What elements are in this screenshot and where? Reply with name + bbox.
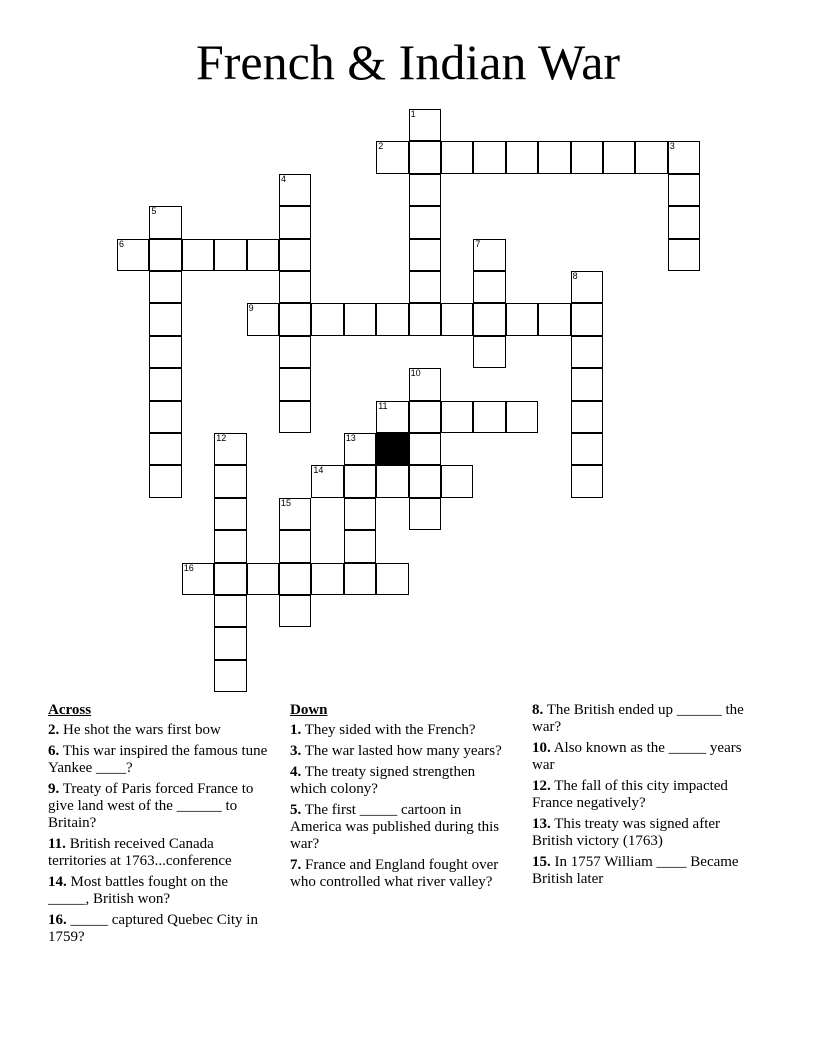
clue-number: 10.	[532, 740, 551, 756]
clue-number: 14.	[48, 874, 67, 890]
down-clues-continued	[532, 702, 764, 892]
grid-cell[interactable]	[506, 401, 538, 433]
down-clues	[290, 702, 512, 895]
down-clue-5	[290, 802, 512, 853]
grid-cell[interactable]	[279, 174, 311, 206]
down-clue-13	[532, 816, 764, 850]
grid-cell[interactable]	[344, 303, 376, 335]
grid-cell[interactable]	[409, 368, 441, 400]
clue-text: This war inspired the famous tune Yankee ____?	[48, 743, 268, 776]
clue-number: 4.	[290, 764, 302, 780]
grid-cell[interactable]	[409, 109, 441, 141]
clue-number-label: 9	[248, 303, 254, 314]
clue-number-label: 13	[345, 433, 356, 443]
across-clues	[48, 702, 270, 950]
grid-cell[interactable]	[279, 401, 311, 433]
grid-cell[interactable]	[409, 433, 441, 465]
clue-number-label: 7	[475, 238, 481, 249]
clue-text: Treaty of Paris forced France to give land west of the ______ to Britain?	[48, 781, 254, 831]
grid-cell[interactable]	[538, 303, 570, 335]
clue-number: 3.	[290, 743, 302, 759]
clue-text: This treaty was signed after British victory (1763)	[532, 816, 721, 849]
grid-cell[interactable]	[506, 303, 538, 335]
across-clue-2	[48, 722, 270, 739]
down-clue-12	[532, 778, 764, 812]
grid-cell[interactable]	[441, 303, 473, 335]
grid-cell[interactable]	[571, 465, 603, 497]
grid-cell[interactable]	[603, 141, 635, 173]
down-clue-4	[290, 764, 512, 798]
down-clue-1	[290, 722, 512, 739]
grid-cell[interactable]	[376, 563, 408, 595]
grid-cell[interactable]	[247, 303, 279, 335]
grid-cell[interactable]	[571, 271, 603, 303]
clue-number: 12.	[532, 778, 551, 794]
grid-cell[interactable]	[311, 303, 343, 335]
grid-cell[interactable]	[149, 465, 181, 497]
grid-cell[interactable]	[149, 401, 181, 433]
clue-number: 8.	[532, 702, 544, 718]
grid-cell[interactable]	[182, 239, 214, 271]
clue-number: 11.	[48, 836, 66, 852]
clue-number-label: 15	[281, 497, 292, 508]
grid-cell[interactable]	[376, 141, 408, 173]
grid-cell[interactable]	[409, 271, 441, 303]
grid-cell[interactable]	[376, 303, 408, 335]
clue-text: _____ captured Quebec City in 1759?	[48, 912, 258, 945]
grid-cell[interactable]	[214, 627, 246, 659]
clue-number: 2.	[48, 722, 60, 738]
clue-number: 16.	[48, 912, 67, 928]
grid-cell[interactable]	[279, 271, 311, 303]
clue-text: Also known as the _____ years war	[532, 740, 742, 773]
grid-cell[interactable]	[279, 498, 311, 530]
grid-cell[interactable]	[409, 303, 441, 335]
grid-cell[interactable]	[409, 141, 441, 173]
grid-cell[interactable]	[279, 563, 311, 595]
grid-cell[interactable]	[214, 498, 246, 530]
grid-cell[interactable]	[247, 563, 279, 595]
clue-text: In 1757 William ____ Became British later	[532, 854, 739, 887]
clue-text: The first _____ cartoon in America was published during this war?	[290, 802, 500, 852]
clue-number-label: 8	[572, 271, 578, 281]
grid-cell[interactable]	[279, 336, 311, 368]
grid-cell[interactable]	[473, 401, 505, 433]
grid-cell[interactable]	[538, 141, 570, 173]
grid-cell[interactable]	[344, 530, 376, 562]
grid-cell[interactable]	[214, 465, 246, 497]
grid-cell[interactable]	[571, 401, 603, 433]
grid-cell[interactable]	[376, 465, 408, 497]
grid-cell[interactable]	[311, 563, 343, 595]
clue-text: The fall of this city impacted France negatively?	[532, 778, 728, 811]
across-heading: Across	[48, 702, 92, 718]
grid-cell[interactable]	[214, 595, 246, 627]
across-clue-9	[48, 781, 270, 832]
clue-number: 13.	[532, 816, 551, 832]
grid-cell[interactable]	[279, 303, 311, 335]
grid-cell[interactable]	[473, 239, 505, 271]
down-clue-10	[532, 740, 764, 774]
across-clue-6	[48, 743, 270, 777]
grid-cell[interactable]	[473, 271, 505, 303]
grid-cell[interactable]	[247, 239, 279, 271]
grid-cell[interactable]	[668, 174, 700, 206]
grid-cell[interactable]	[506, 141, 538, 173]
grid-cell[interactable]	[344, 498, 376, 530]
grid-cell[interactable]	[344, 465, 376, 497]
grid-cell[interactable]	[409, 401, 441, 433]
down-clue-3	[290, 743, 512, 760]
grid-cell[interactable]	[571, 141, 603, 173]
grid-cell[interactable]	[376, 401, 408, 433]
grid-cell[interactable]	[473, 336, 505, 368]
clue-text: He shot the wars first bow	[63, 722, 221, 738]
clue-text: The treaty signed strengthen which colony?	[290, 764, 476, 797]
clue-text: The war lasted how many years?	[304, 743, 502, 759]
grid-cell[interactable]	[182, 563, 214, 595]
across-clue-14	[48, 874, 270, 908]
grid-cell[interactable]	[409, 239, 441, 271]
grid-cell[interactable]	[668, 239, 700, 271]
grid-cell[interactable]	[279, 530, 311, 562]
grid-cell[interactable]	[117, 239, 149, 271]
grid-cell[interactable]	[214, 660, 246, 692]
grid-cell[interactable]	[149, 206, 181, 238]
grid-cell[interactable]	[279, 206, 311, 238]
grid-cell[interactable]	[214, 530, 246, 562]
clue-number-label: 3	[669, 141, 675, 152]
grid-cell[interactable]	[409, 498, 441, 530]
clue-number-label: 5	[151, 206, 157, 217]
grid-cell[interactable]	[279, 368, 311, 400]
grid-cell[interactable]	[473, 303, 505, 335]
clue-number-label: 2	[378, 141, 384, 152]
down-heading: Down	[290, 702, 328, 718]
clue-text: They sided with the French?	[304, 722, 476, 738]
clue-text: British received Canada territories at 1763...conference	[48, 836, 232, 869]
grid-cell[interactable]	[473, 141, 505, 173]
clue-number: 7.	[290, 857, 302, 873]
clue-number-label: 16	[183, 562, 194, 573]
grid-cell[interactable]	[668, 141, 700, 173]
grid-cell[interactable]	[344, 433, 376, 465]
across-clue-11	[48, 836, 270, 870]
grid-cell[interactable]	[409, 465, 441, 497]
down-clue-8	[532, 702, 764, 736]
grid-cell[interactable]	[571, 368, 603, 400]
clue-text: Most battles fought on the _____, British won?	[48, 874, 228, 907]
blocked-cell	[376, 433, 408, 465]
grid-cell[interactable]	[149, 368, 181, 400]
clue-number: 9.	[48, 781, 60, 797]
grid-cell[interactable]	[409, 206, 441, 238]
grid-cell[interactable]	[668, 206, 700, 238]
grid-cell[interactable]	[344, 563, 376, 595]
grid-cell[interactable]	[311, 465, 343, 497]
grid-cell[interactable]	[214, 433, 246, 465]
grid-cell[interactable]	[214, 239, 246, 271]
grid-cell[interactable]	[149, 271, 181, 303]
grid-cell[interactable]	[571, 336, 603, 368]
page-title: French & Indian War	[195, 34, 621, 90]
clue-text: France and England fought over who controlled what river valley?	[290, 857, 499, 890]
clue-number-label: 4	[281, 173, 287, 184]
clue-number: 1.	[290, 722, 302, 738]
grid-cell[interactable]	[441, 465, 473, 497]
clue-number: 5.	[290, 802, 302, 818]
grid-cell[interactable]	[571, 433, 603, 465]
across-clue-16	[48, 912, 270, 946]
down-clue-7	[290, 857, 512, 891]
grid-cell[interactable]	[571, 303, 603, 335]
clue-number-label: 12	[216, 433, 227, 443]
clue-number-label: 1	[410, 109, 416, 119]
clue-number: 6.	[48, 743, 60, 759]
grid-cell[interactable]	[279, 239, 311, 271]
clue-text: The British ended up ______ the war?	[532, 702, 744, 735]
clue-number: 15.	[532, 854, 551, 870]
grid-cell[interactable]	[149, 336, 181, 368]
clue-number-label: 6	[119, 238, 125, 249]
grid-cell[interactable]	[441, 401, 473, 433]
grid-cell[interactable]	[214, 563, 246, 595]
grid-cell[interactable]	[149, 433, 181, 465]
grid-cell[interactable]	[149, 239, 181, 271]
grid-cell[interactable]	[441, 141, 473, 173]
clue-number-label: 10	[410, 368, 421, 379]
grid-cell[interactable]	[279, 595, 311, 627]
grid-cell[interactable]	[635, 141, 667, 173]
clue-number-label: 11	[378, 400, 388, 411]
grid-cell[interactable]	[409, 174, 441, 206]
grid-cell[interactable]	[149, 303, 181, 335]
down-clue-15	[532, 854, 764, 888]
clue-number-label: 14	[313, 465, 324, 476]
